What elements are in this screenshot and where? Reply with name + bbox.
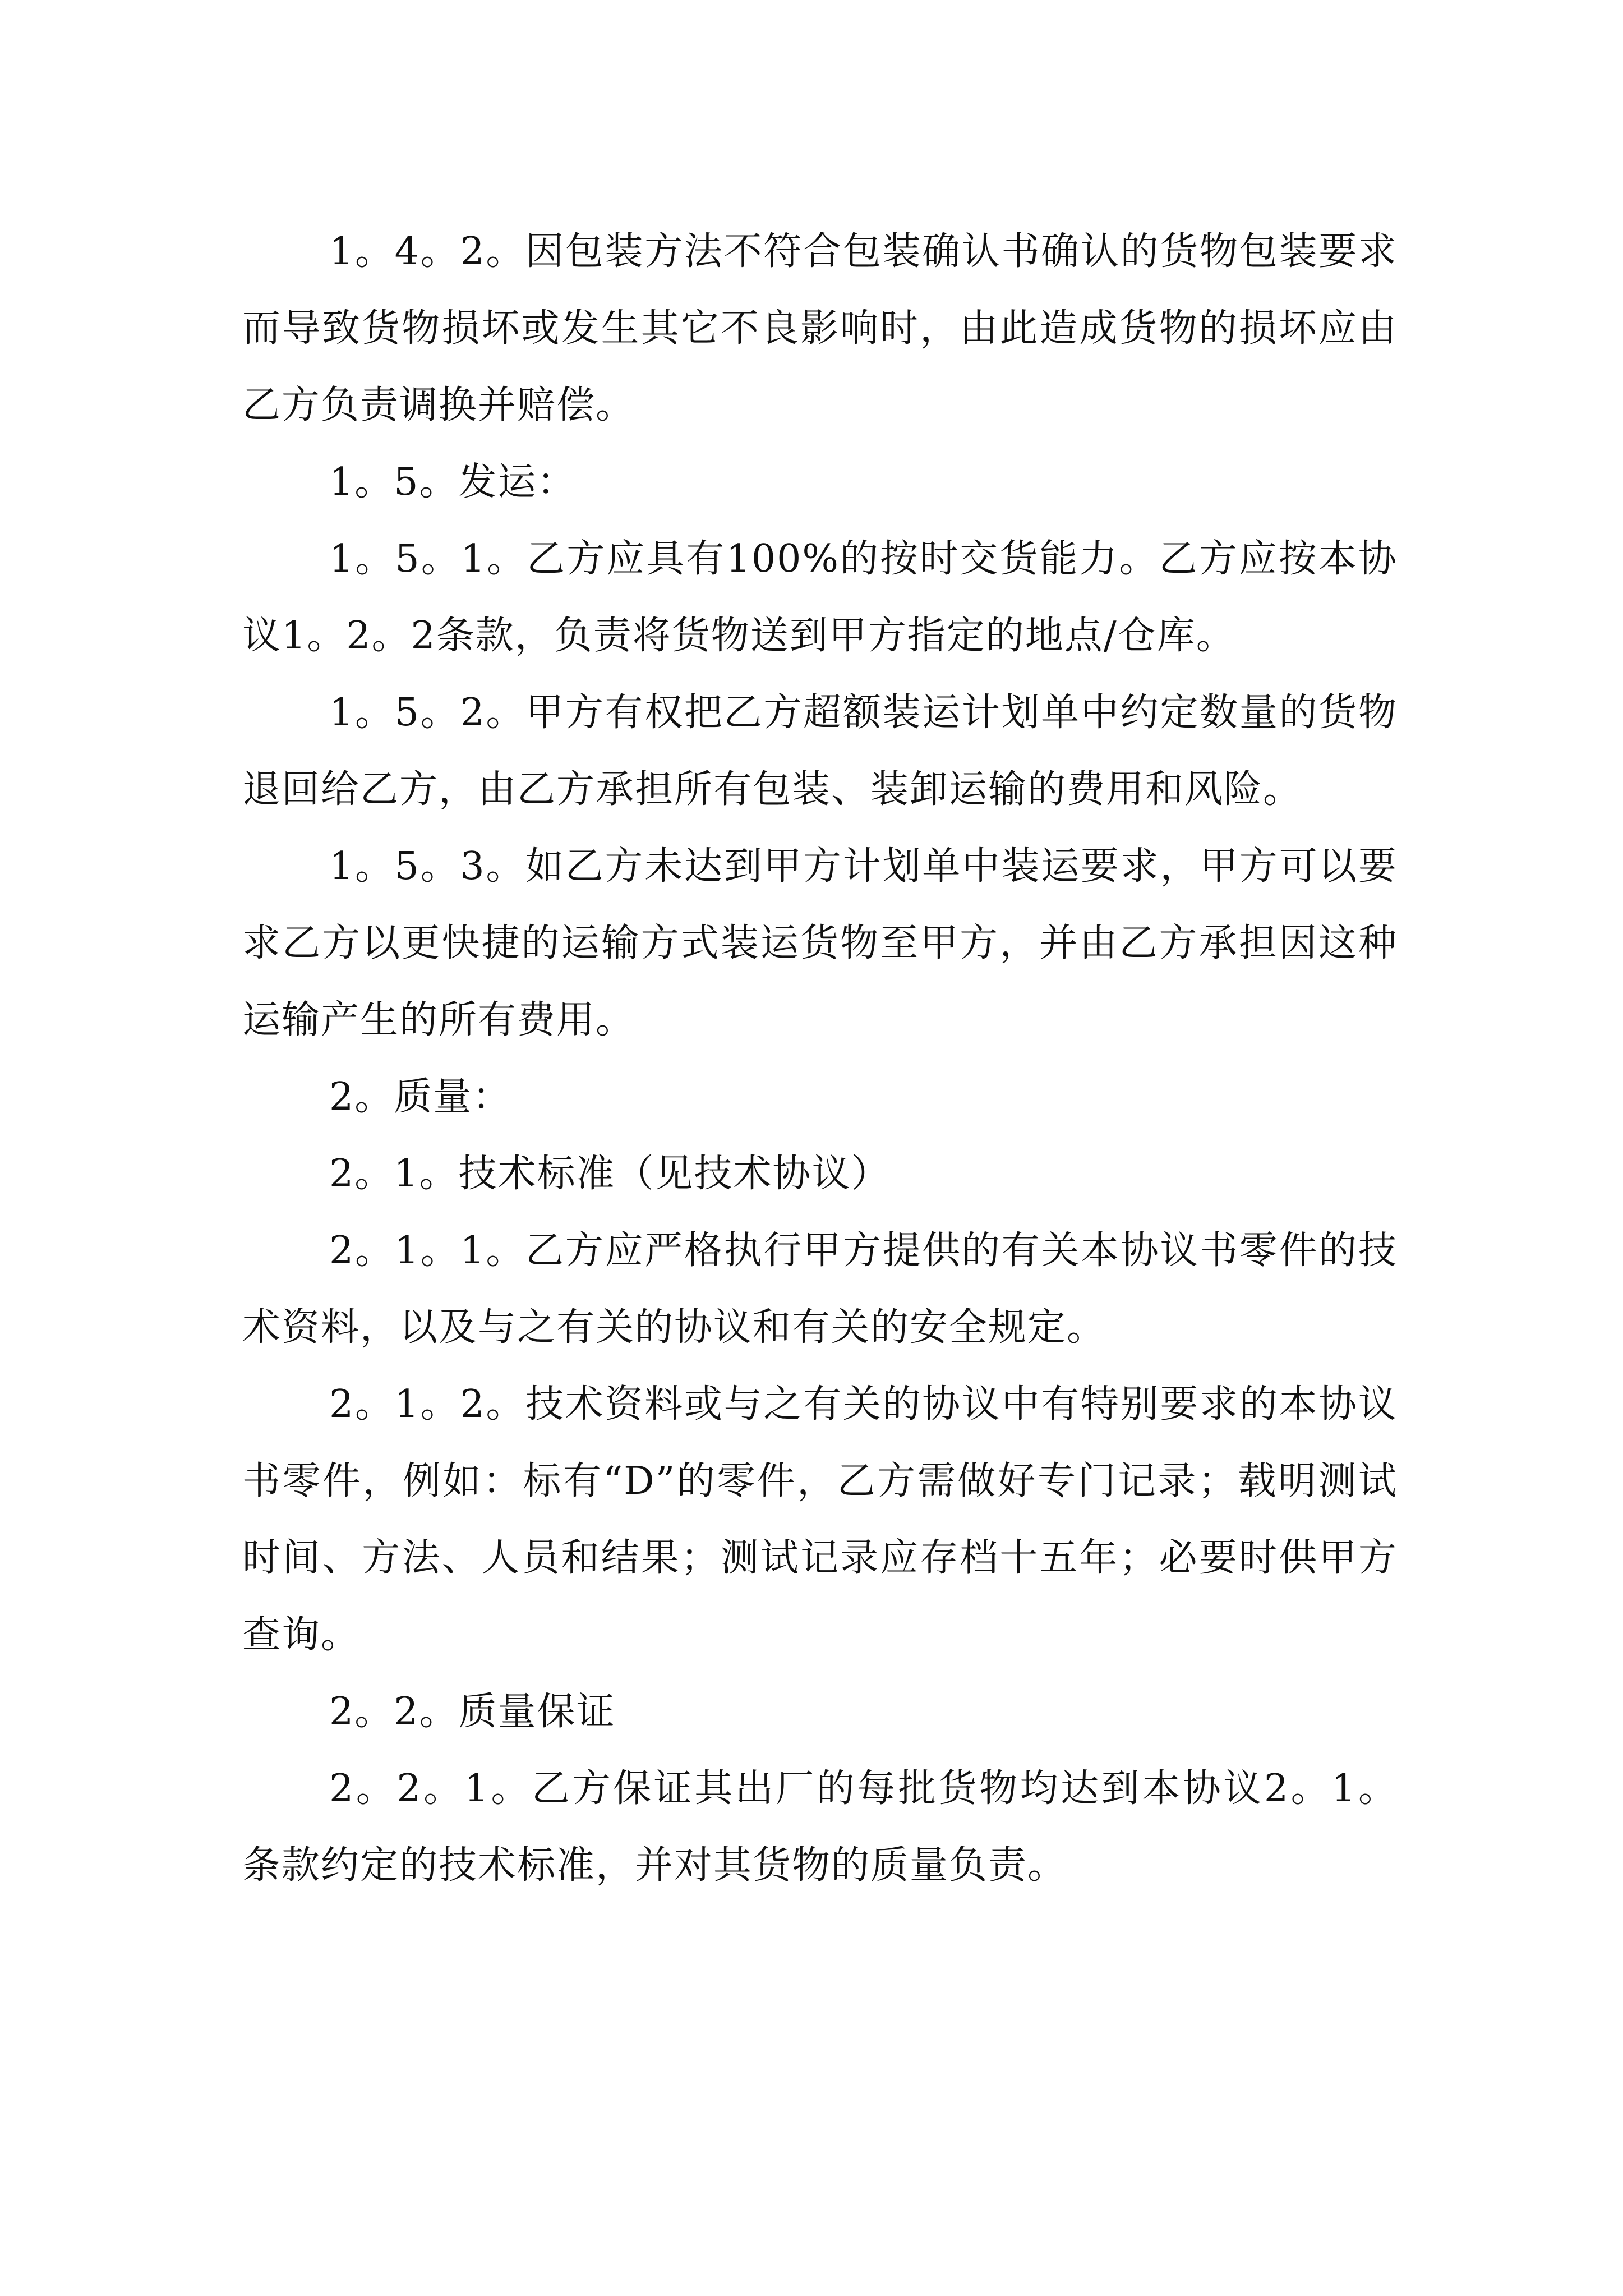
paragraph-2-heading: 2。质量： [329,1075,512,1119]
paragraph-1-5-heading: 1。5。发运： [329,460,577,504]
paragraph-1-5-2: 1。5。2。甲方有权把乙方超额装运计划单中约定数量的货物退回给乙方，由乙方承担所有包装、装卸运输的费用和风险。 [242,691,1398,812]
paragraph-2-1-2: 2。1。2。技术资料或与之有关的协议中有特别要求的本协议书零件，例如：标有“D”的零件，乙方需做好专门记录；载明测试时间、方法、人员和结果；测试记录应存档十五年；必要时供甲方查询。 [242,1382,1398,1657]
paragraph-1-4-2: 1。4。2。因包装方法不符合包装确认书确认的货物包装要求而导致货物损坏或发生其它不良影响时，由此造成货物的损坏应由乙方负责调换并赔偿。 [242,229,1398,427]
paragraph-2-1-heading: 2。1。技术标准（见技术协议） [329,1152,891,1196]
paragraph-2-2-1: 2。2。1。乙方保证其出厂的每批货物均达到本协议2。1。条款约定的技术标准，并对其货物的质量负责。 [242,1766,1398,1888]
paragraph-1-5-3: 1。5。3。如乙方未达到甲方计划单中装运要求，甲方可以要求乙方以更快捷的运输方式装运货物至甲方，并由乙方承担因这种运输产生的所有费用。 [242,844,1398,1042]
document-body [242,213,1398,1904]
paragraph-2-2-heading: 2。2。质量保证 [329,1690,616,1734]
paragraph-2-1-1: 2。1。1。乙方应严格执行甲方提供的有关本协议书零件的技术资料，以及与之有关的协议和有关的安全规定。 [242,1228,1398,1350]
paragraph-1-5-1: 1。5。1。乙方应具有100%的按时交货能力。乙方应按本协议1。2。2条款，负责将货物送到甲方指定的地点/仓库。 [242,537,1398,658]
